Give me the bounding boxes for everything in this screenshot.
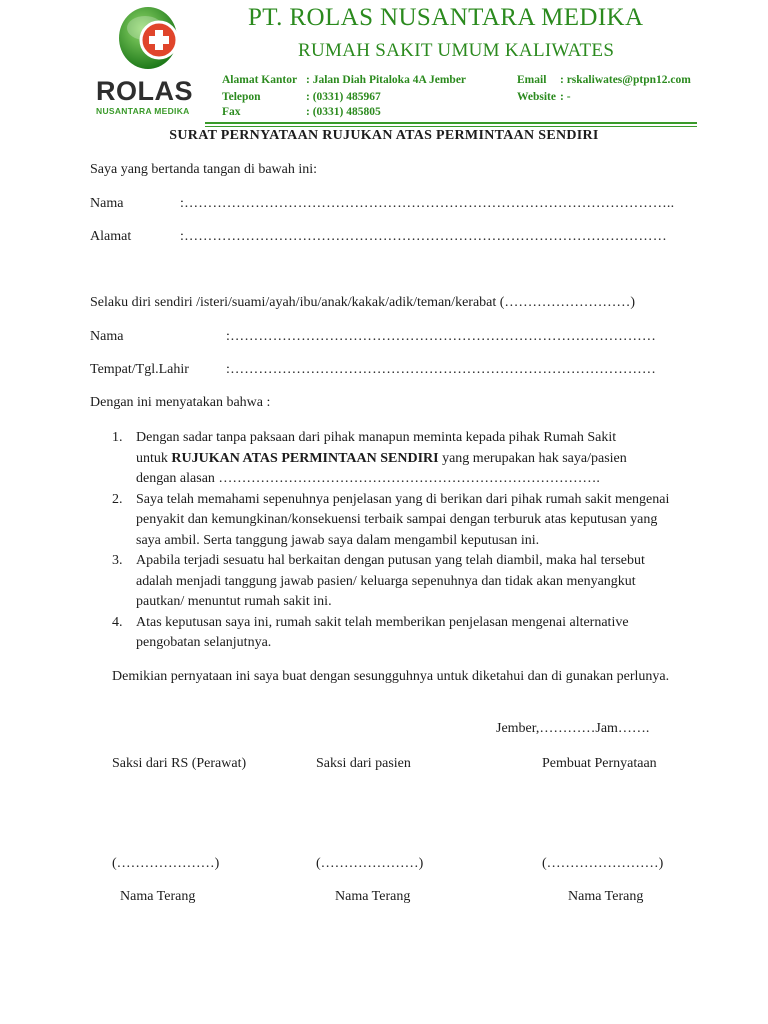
fax-label: Fax (222, 106, 241, 118)
address-label: Alamat Kantor (222, 74, 298, 86)
item-1-emphasis: RUJUKAN ATAS PERMINTAAN SENDIRI (171, 450, 439, 466)
hospital-name: RUMAH SAKIT UMUM KALIWATES (298, 40, 615, 61)
field-label-birth: Tempat/Tgl.Lahir (90, 362, 189, 377)
list-number: 3. (112, 553, 123, 568)
signature-label-declarant: Pembuat Pernyataan (542, 756, 657, 771)
field-label-patient-name: Nama (90, 329, 124, 344)
field-value-address: :………………………………………………………………………………………… (180, 229, 667, 244)
document-title: SURAT PERNYATAAN RUJUKAN ATAS PERMINTAAN SENDIRI (169, 128, 599, 143)
header-divider-thin (205, 126, 697, 127)
list-number: 2. (112, 491, 123, 507)
field-label-address: Alamat (90, 229, 132, 244)
signature-label-nurse: Saksi dari RS (Perawat) (112, 756, 247, 771)
list-item (112, 428, 682, 490)
place-date: Jember,…………Jam……. (496, 721, 650, 736)
item-1-line-3: dengan alasan ………………………………………………………………………. (136, 471, 600, 486)
item-2-text: Saya telah memahami sepenuhnya penjelasan yang di berikan dari pihak rumah sakit mengenai penyakit dan kemungkinan/konsekuensi terbaik sampai dengan terburuk atas keputusan yang saya ambil. Serta tanggung jawab saya dalam mengambil keputusan ini. (136, 491, 670, 548)
company-logo (96, 2, 208, 118)
list-number: 4. (112, 614, 123, 630)
list-number: 1. (112, 430, 123, 445)
name-caption-patient-witness: Nama Terang (335, 889, 411, 904)
email-value: : rskaliwates@ptpn12.com (560, 74, 691, 86)
statement-intro: Dengan ini menyatakan bahwa : (90, 395, 271, 410)
field-label-name: Nama (90, 196, 124, 211)
signature-blank-patient-witness: (…………………) (316, 856, 424, 871)
name-caption-declarant: Nama Terang (568, 889, 644, 904)
signature-blank-declarant: (……………………) (542, 856, 664, 871)
address-value: : Jalan Diah Pitaloka 4A Jember (306, 74, 467, 86)
item-4-text: Atas keputusan saya ini, rumah sakit telah memberikan penjelasan mengenai alternative pengobatan selanjutnya. (136, 614, 629, 650)
declaration-list (112, 428, 682, 654)
logo-subtitle: NUSANTARA MEDIKA (96, 106, 190, 116)
field-value-name: :………………………………………………………………………………………….. (180, 196, 675, 211)
item-1-line-2-post: yang merupakan hak saya/pasien (438, 450, 627, 466)
header-divider (205, 122, 697, 124)
list-item (112, 613, 682, 654)
website-value: : - (560, 91, 571, 103)
website-label: Website (517, 91, 556, 103)
email-label: Email (517, 74, 547, 86)
phone-value: : (0331) 485967 (306, 91, 381, 103)
logo-wordmark: ROLAS (96, 76, 193, 106)
field-value-patient-name: :……………………………………………………………………………… (226, 329, 657, 344)
name-caption-nurse: Nama Terang (120, 889, 196, 904)
closing-paragraph: Demikian pernyataan ini saya buat dengan sesungguhnya untuk diketahui dan di gunakan perlunya. (112, 669, 670, 684)
item-1-line-1: Dengan sadar tanpa paksaan dari pihak manapun meminta kepada pihak Rumah Sakit (136, 430, 617, 445)
list-item (112, 551, 682, 613)
field-value-birth: :……………………………………………………………………………… (226, 362, 657, 377)
signature-label-patient-witness: Saksi dari pasien (316, 756, 411, 771)
company-name: PT. ROLAS NUSANTARA MEDIKA (248, 4, 644, 31)
item-1-line-2-pre: untuk (136, 450, 172, 466)
medical-cross-emblem-icon (115, 2, 185, 74)
fax-value: : (0331) 485805 (306, 106, 381, 118)
relation-text: Selaku diri sendiri /isteri/suami/ayah/ibu/anak/kakak/adik/teman/kerabat (………………………) (90, 295, 636, 310)
item-3-text: Apabila terjadi sesuatu hal berkaitan dengan putusan yang telah diambil, maka hal tersebut adalah menjadi tanggung jawab pasien/ keluarga sepenuhnya dan tidak akan menyangkut pautkan/ menuntut rumah sakit ini. (136, 553, 645, 609)
phone-label: Telepon (222, 91, 261, 103)
signature-blank-nurse: (…………………) (112, 856, 220, 871)
intro-text: Saya yang bertanda tangan di bawah ini: (90, 162, 318, 177)
list-item (112, 490, 682, 552)
